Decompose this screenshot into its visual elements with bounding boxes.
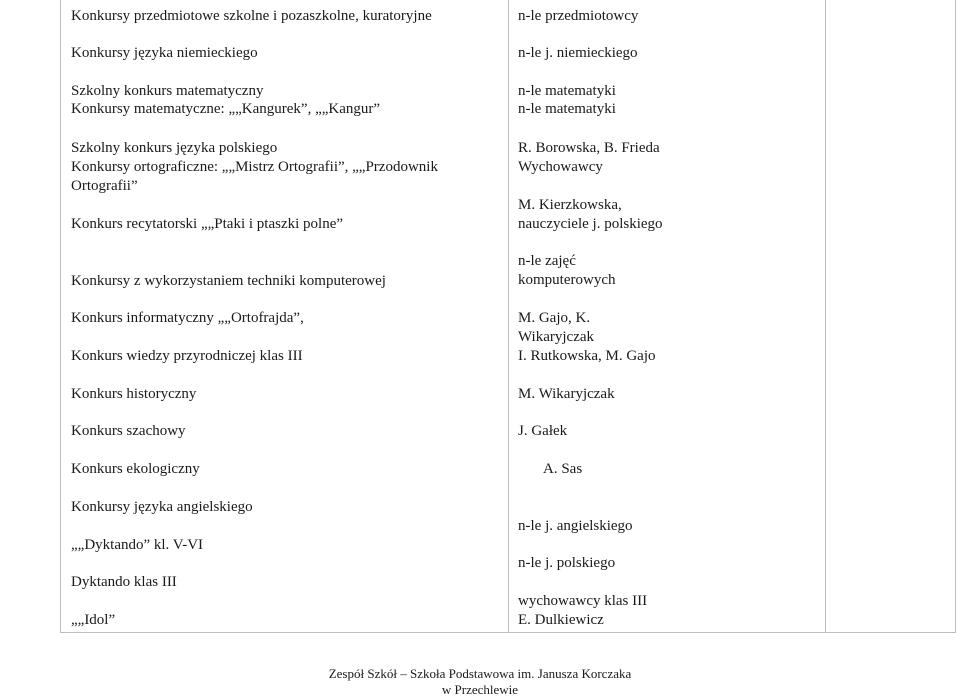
organizer-name: n-le zajęć bbox=[518, 253, 576, 269]
organizer-name: n-le j. angielskiego bbox=[518, 518, 633, 534]
footer-school-name: Zespół Szkół – Szkoła Podstawowa im. Janusza Korczaka bbox=[328, 666, 632, 681]
contest-name: „„Dyktando” kl. V-VI bbox=[71, 537, 204, 553]
organizer-name: Wychowawcy bbox=[518, 159, 603, 175]
organizer-name: I. Rutkowska, M. Gajo bbox=[518, 348, 656, 364]
contest-name: Konkursy języka angielskiego bbox=[71, 499, 253, 515]
organizer-name: n-le j. polskiego bbox=[518, 555, 616, 571]
table-border-left bbox=[60, 0, 61, 633]
contest-name: Konkurs informatyczny „„Ortofrajda”, bbox=[71, 310, 304, 326]
organizer-name: n-le j. niemieckiego bbox=[518, 45, 638, 61]
contest-name: Konkurs recytatorski „„Ptaki i ptaszki polne” bbox=[71, 216, 344, 232]
organizer-name: komputerowych bbox=[518, 272, 616, 288]
contest-name: Konkurs wiedzy przyrodniczej klas III bbox=[71, 348, 303, 364]
contest-name: Konkursy języka niemieckiego bbox=[71, 45, 258, 61]
contest-name: „„Idol” bbox=[71, 612, 116, 628]
contest-name: Szkolny konkurs matematyczny bbox=[71, 83, 264, 99]
contest-name: Konkurs szachowy bbox=[71, 423, 186, 439]
contest-name: Ortografii” bbox=[71, 178, 138, 194]
column-divider bbox=[825, 0, 826, 633]
organizer-name: M. Kierzkowska, bbox=[518, 197, 622, 213]
organizer-name: wychowawcy klas III bbox=[518, 593, 648, 609]
contest-name: Konkursy matematyczne: „„Kangurek”, „„Kangur” bbox=[71, 101, 381, 117]
contest-name: Konkurs ekologiczny bbox=[71, 461, 200, 477]
organizer-name: A. Sas bbox=[543, 461, 583, 477]
table-border-bottom bbox=[60, 632, 956, 633]
contest-name: Konkursy ortograficzne: „„Mistrz Ortografii”, „„Przodownik bbox=[71, 159, 438, 175]
organizer-name: n-le przedmiotowcy bbox=[518, 8, 639, 24]
organizer-name: n-le matematyki bbox=[518, 101, 616, 117]
organizer-name: R. Borowska, B. Frieda bbox=[518, 140, 660, 156]
organizer-name: J. Gałek bbox=[518, 423, 568, 439]
organizer-name: E. Dulkiewicz bbox=[518, 612, 604, 628]
organizer-name: Wikaryjczak bbox=[518, 329, 595, 345]
contest-name: Szkolny konkurs języka polskiego bbox=[71, 140, 278, 156]
table-border-right bbox=[955, 0, 956, 633]
page-footer bbox=[0, 666, 960, 698]
organizer-name: nauczyciele j. polskiego bbox=[518, 216, 663, 232]
column-divider bbox=[508, 0, 509, 633]
organizer-name: n-le matematyki bbox=[518, 83, 616, 99]
contest-name: Dyktando klas III bbox=[71, 574, 177, 590]
organizer-name: M. Gajo, K. bbox=[518, 310, 591, 326]
contest-name: Konkursy przedmiotowe szkolne i pozaszkolne, kuratoryjne bbox=[71, 8, 432, 24]
contest-name: Konkurs historyczny bbox=[71, 386, 197, 402]
contest-name: Konkursy z wykorzystaniem techniki komputerowej bbox=[71, 273, 386, 289]
footer-location: w Przechlewie bbox=[441, 682, 519, 697]
organizer-name: M. Wikaryjczak bbox=[518, 386, 615, 402]
